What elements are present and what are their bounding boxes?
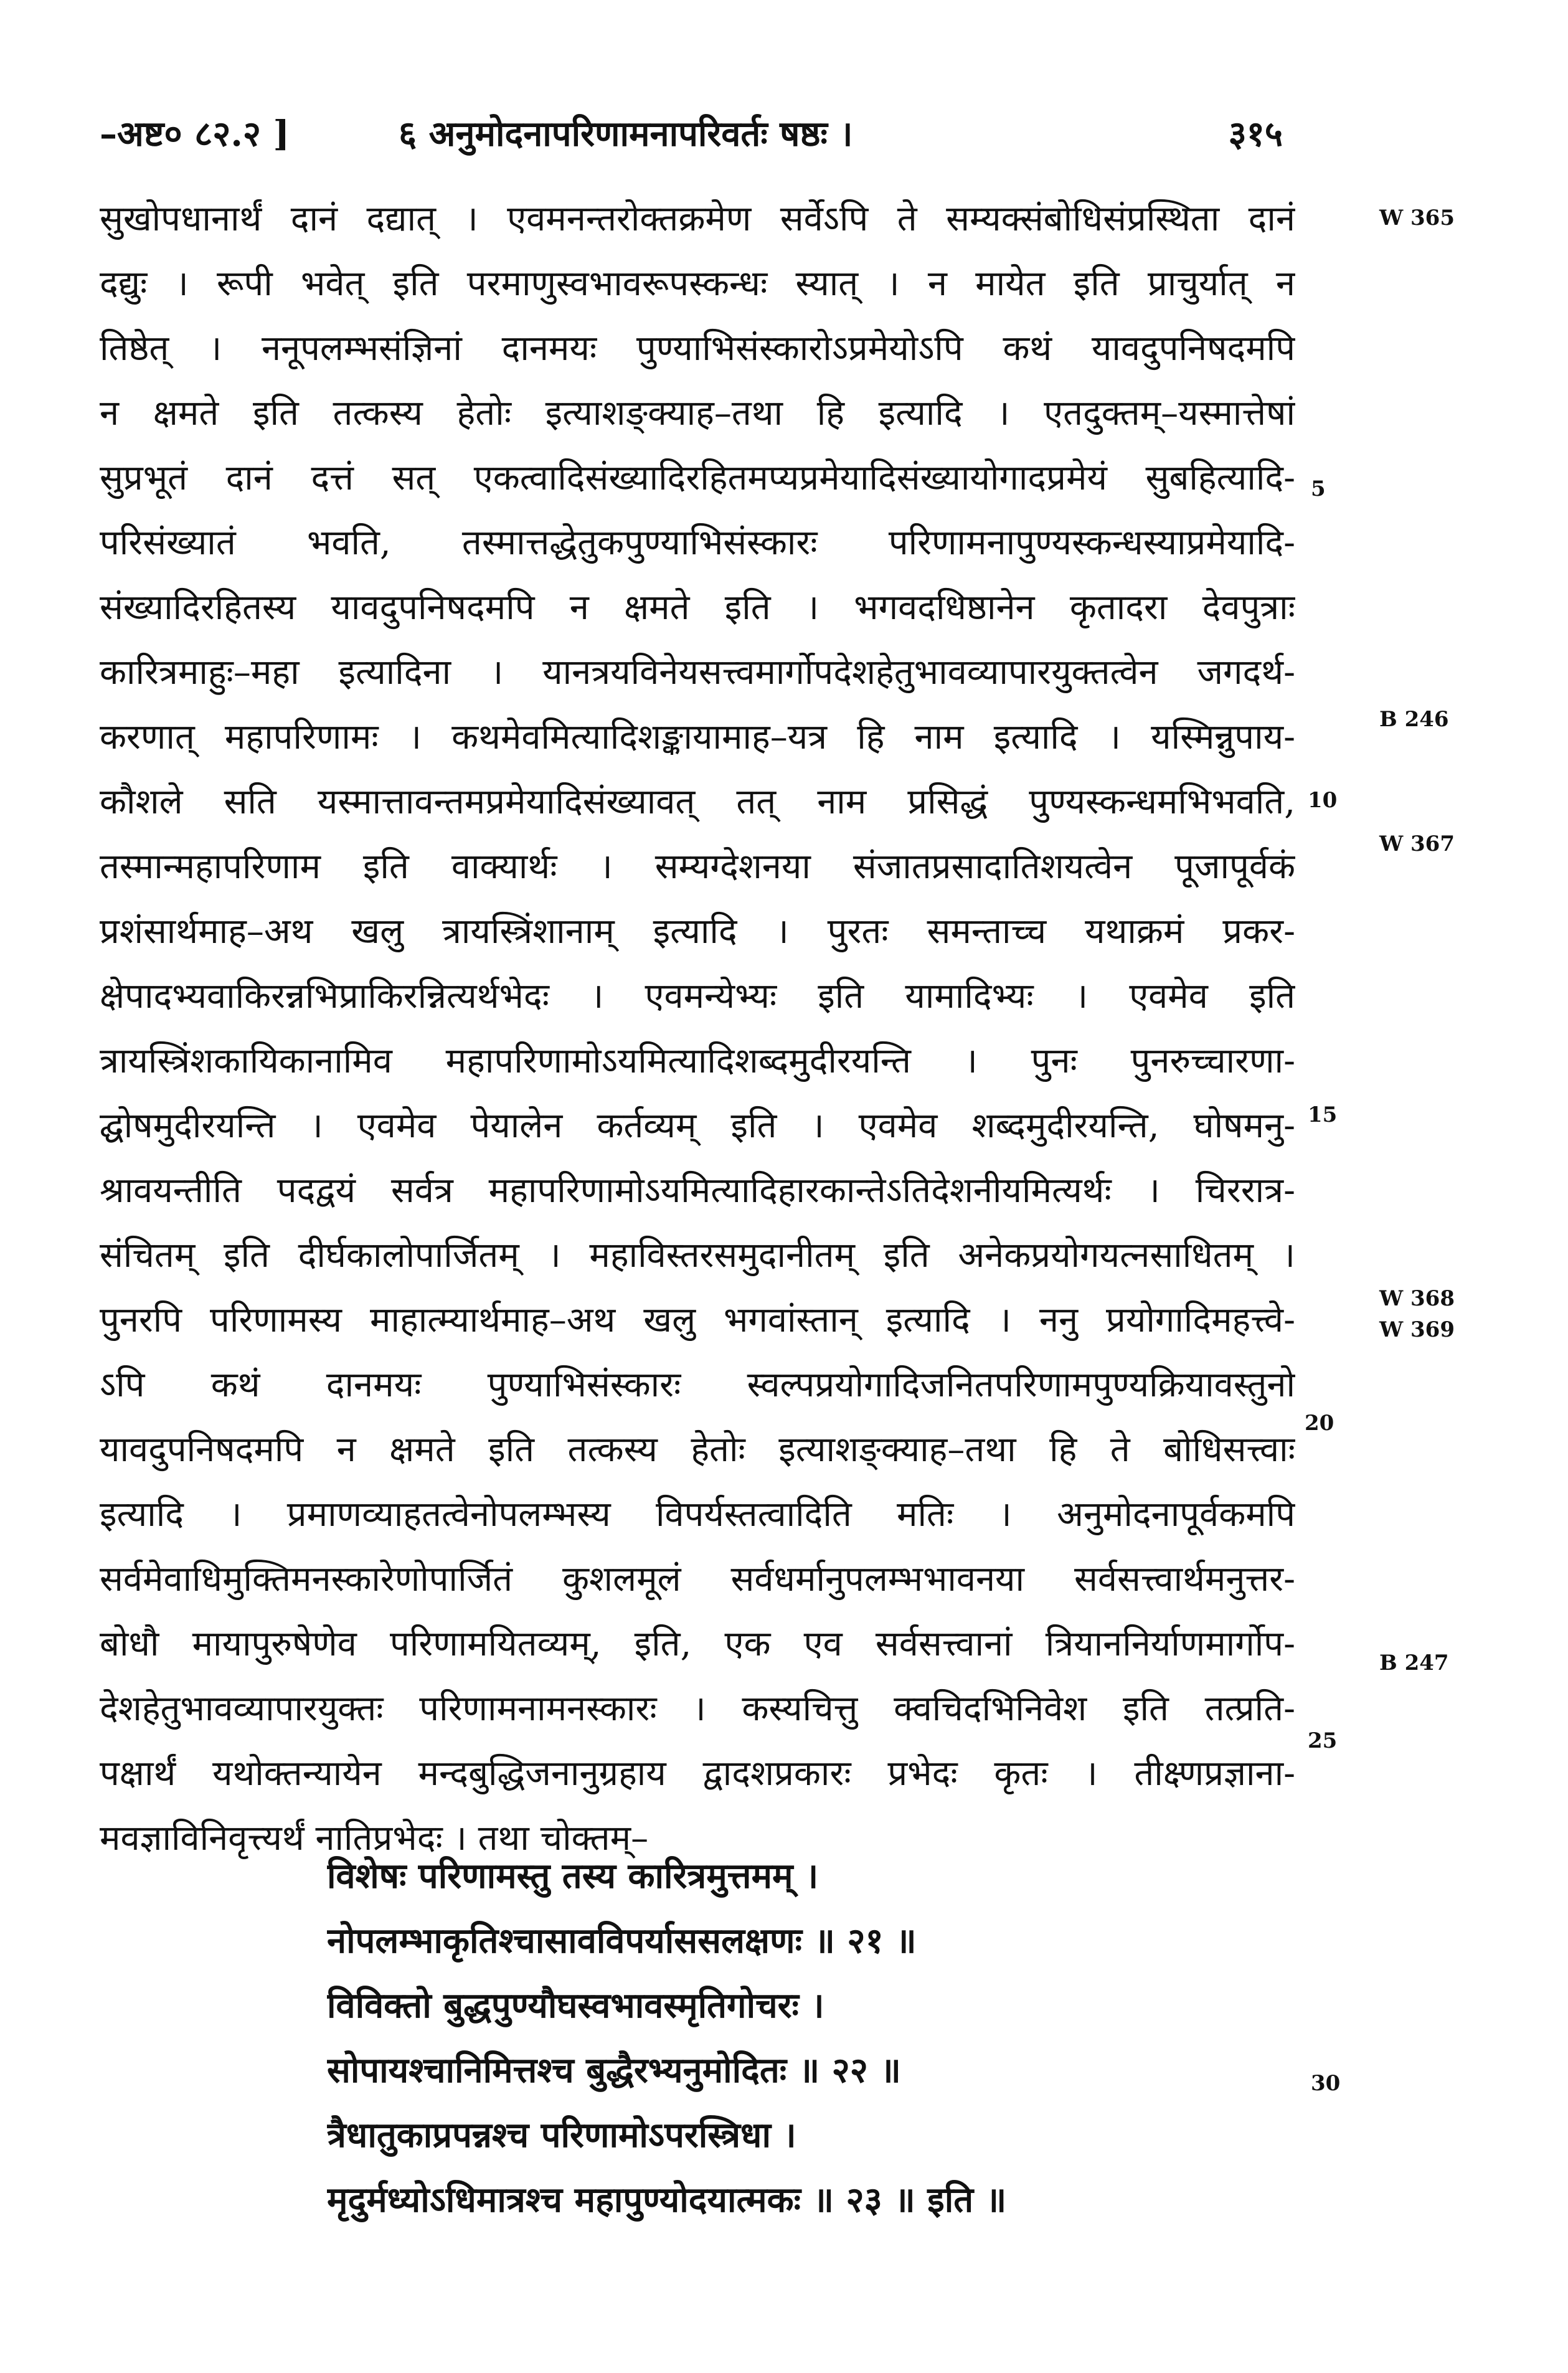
text-line: यावदुपनिषदमपि न क्षमते इति तत्कस्य हेतोः इत्याशङ्क्याह–तथा हि ते बोधिसत्त्वाः — [100, 1429, 1295, 1470]
text-line: न क्षमते इति तत्कस्य हेतोः इत्याशङ्क्याह–तथा हि इत्यादि । एतदुक्तम्–यस्मात्तेषां — [100, 393, 1295, 433]
margin-ref-b246: B 246 — [1379, 707, 1449, 732]
text-line: संख्यादिरहितस्य यावदुपनिषदमपि न क्षमते इति । भगवदधिष्ठानेन कृतादरा देवपुत्राः — [100, 587, 1295, 628]
text-line: सुखोपधानार्थं दानं दद्यात् । एवमनन्तरोक्तक्रमेण सर्वेऽपि ते सम्यक्संबोधिसंप्रस्थिता दानं — [100, 199, 1295, 239]
margin-ref-w365: W 365 — [1379, 206, 1455, 230]
line-number-10: 10 — [1308, 788, 1338, 813]
text-line: कौशले सति यस्मात्तावन्तमप्रमेयादिसंख्यावत् तत् नाम प्रसिद्धं पुण्यस्कन्धमभिभवति, — [100, 782, 1295, 822]
page-number: ३१५ — [1228, 113, 1283, 154]
verse-line: विशेषः परिणामस्तु तस्य कारित्रमुत्तमम् । — [327, 1855, 819, 1897]
margin-ref-w368: W 368 — [1379, 1286, 1455, 1311]
text-line: इत्यादि । प्रमाणव्याहतत्वेनोपलम्भस्य विपर्यस्तत्वादिति मतिः । अनुमोदनापूर्वकमपि — [100, 1494, 1295, 1535]
line-number-25: 25 — [1308, 1728, 1338, 1753]
header-section-ref: –अष्ट० ८२.२ ] — [100, 113, 290, 154]
running-header — [100, 109, 1283, 165]
text-line: देशहेतुभावव्यापारयुक्तः परिणामनामनस्कारः । कस्यचित्तु क्वचिदभिनिवेश इति तत्प्रति- — [100, 1689, 1295, 1729]
text-line: सर्वमेवाधिमुक्तिमनस्कारेणोपार्जितं कुशलमूलं सर्वधर्मानुपलम्भभावनया सर्वसत्त्वार्थमनुत्तर- — [100, 1559, 1295, 1599]
verse-line: नोपलम्भाकृतिश्चासावविपर्याससलक्षणः ॥ २१ ॥ — [327, 1920, 917, 1961]
text-line: बोधौ मायापुरुषेणेव परिणामयितव्यम्, इति, एक एव सर्वसत्त्वानां त्रियाननिर्याणमार्गोप- — [100, 1624, 1295, 1664]
margin-ref-w367: W 367 — [1379, 831, 1455, 856]
line-number-20: 20 — [1305, 1411, 1334, 1436]
margin-ref-b247: B 247 — [1379, 1651, 1449, 1675]
verse-line: सोपायश्चानिमित्तश्च बुद्धैरभ्यनुमोदितः ॥ २२ ॥ — [327, 2050, 901, 2091]
text-line: त्रायस्त्रिंशकायिकानामिव महापरिणामोऽयमित्यादिशब्दमुदीरयन्ति । पुनः पुनरुच्चारणा- — [100, 1041, 1295, 1081]
text-line: क्षेपादभ्यवाकिरन्नभिप्राकिरन्नित्यर्थभेदः । एवमन्येभ्यः इति यामादिभ्यः । एवमेव इति — [100, 976, 1295, 1016]
line-number-30: 30 — [1311, 2071, 1341, 2096]
text-line: कारित्रमाहुः–महा इत्यादिना । यानत्रयविनेयसत्त्वमार्गोपदेशहेतुभावव्यापारयुक्तत्वेन जगदर्थ- — [100, 652, 1295, 693]
verse-line: विविक्तो बुद्धपुण्यौघस्वभावस्मृतिगोचरः । — [327, 1985, 824, 2026]
text-line: परिसंख्यातं भवति, तस्मात्तद्धेतुकपुण्याभिसंस्कारः परिणामनापुण्यस्कन्धस्याप्रमेयादि- — [100, 523, 1295, 563]
header-chapter-title: ६ अनुमोदनापरिणामनापरिवर्तः षष्ठः । — [399, 113, 853, 154]
text-line: पुनरपि परिणामस्य माहात्म्यार्थमाह–अथ खलु भगवांस्तान् इत्यादि । ननु प्रयोगादिमहत्त्वे- — [100, 1300, 1295, 1340]
text-line: संचितम् इति दीर्घकालोपार्जितम् । महाविस्तरसमुदानीतम् इति अनेकप्रयोगयत्नसाधितम् । — [100, 1235, 1295, 1276]
verse-line: मृदुर्मध्योऽधिमात्रश्च महापुण्योदयात्मकः ॥ २३ ॥ इति ॥ — [327, 2179, 1007, 2220]
verse-block — [327, 1844, 1261, 2232]
text-line: द्घोषमुदीरयन्ति । एवमेव पेयालेन कर्तव्यम् इति । एवमेव शब्दमुदीरयन्ति, घोषमनु- — [100, 1106, 1295, 1146]
verse-line: त्रैधातुकाप्रपन्नश्च परिणामोऽपरस्त्रिधा । — [327, 2115, 796, 2156]
line-number-5: 5 — [1311, 476, 1326, 501]
text-line: श्रावयन्तीति पदद्वयं सर्वत्र महापरिणामोऽयमित्यादिहारकान्तेऽतिदेशनीयमित्यर्थः । चिररात्र- — [100, 1170, 1295, 1211]
margin-ref-w369: W 369 — [1379, 1317, 1455, 1342]
text-line: ऽपि कथं दानमयः पुण्याभिसंस्कारः स्वल्पप्रयोगादिजनितपरिणामपुण्यक्रियावस्तुनो — [100, 1365, 1295, 1405]
text-line: तस्मान्महापरिणाम इति वाक्यार्थः । सम्यग्देशनया संजातप्रसादातिशयत्वेन पूजापूर्वकं — [100, 846, 1295, 887]
text-line: तिष्ठेत् । ननूपलम्भसंज्ञिनां दानमयः पुण्याभिसंस्कारोऽप्रमेयोऽपि कथं यावदुपनिषदमपि — [100, 328, 1295, 369]
commentary-text — [100, 187, 1295, 1871]
text-line: पक्षार्थं यथोक्तन्यायेन मन्दबुद्धिजनानुग्रहाय द्वादशप्रकारः प्रभेदः कृतः । तीक्ष्णप्रज्ञाना- — [100, 1753, 1295, 1794]
text-line: प्रशंसार्थमाह–अथ खलु त्रायस्त्रिंशानाम् इत्यादि । पुरतः समन्ताच्च यथाक्रमं प्रकर- — [100, 911, 1295, 952]
text-line: दद्युः । रूपी भवेत् इति परमाणुस्वभावरूपस्कन्धः स्यात् । न मायेत इति प्राचुर्यात् न — [100, 263, 1295, 304]
line-number-15: 15 — [1308, 1102, 1338, 1127]
text-line: करणात् महापरिणामः । कथमेवमित्यादिशङ्कायामाह–यत्र हि नाम इत्यादि । यस्मिन्नुपाय- — [100, 717, 1295, 757]
text-line: मवज्ञाविनिवृत्त्यर्थं नातिप्रभेदः । तथा चोक्तम्– — [100, 1818, 649, 1859]
text-line: सुप्रभूतं दानं दत्तं सत् एकत्वादिसंख्यादिरहितमप्यप्रमेयादिसंख्यायोगादप्रमेयं सुबहित्यादि- — [100, 458, 1295, 498]
